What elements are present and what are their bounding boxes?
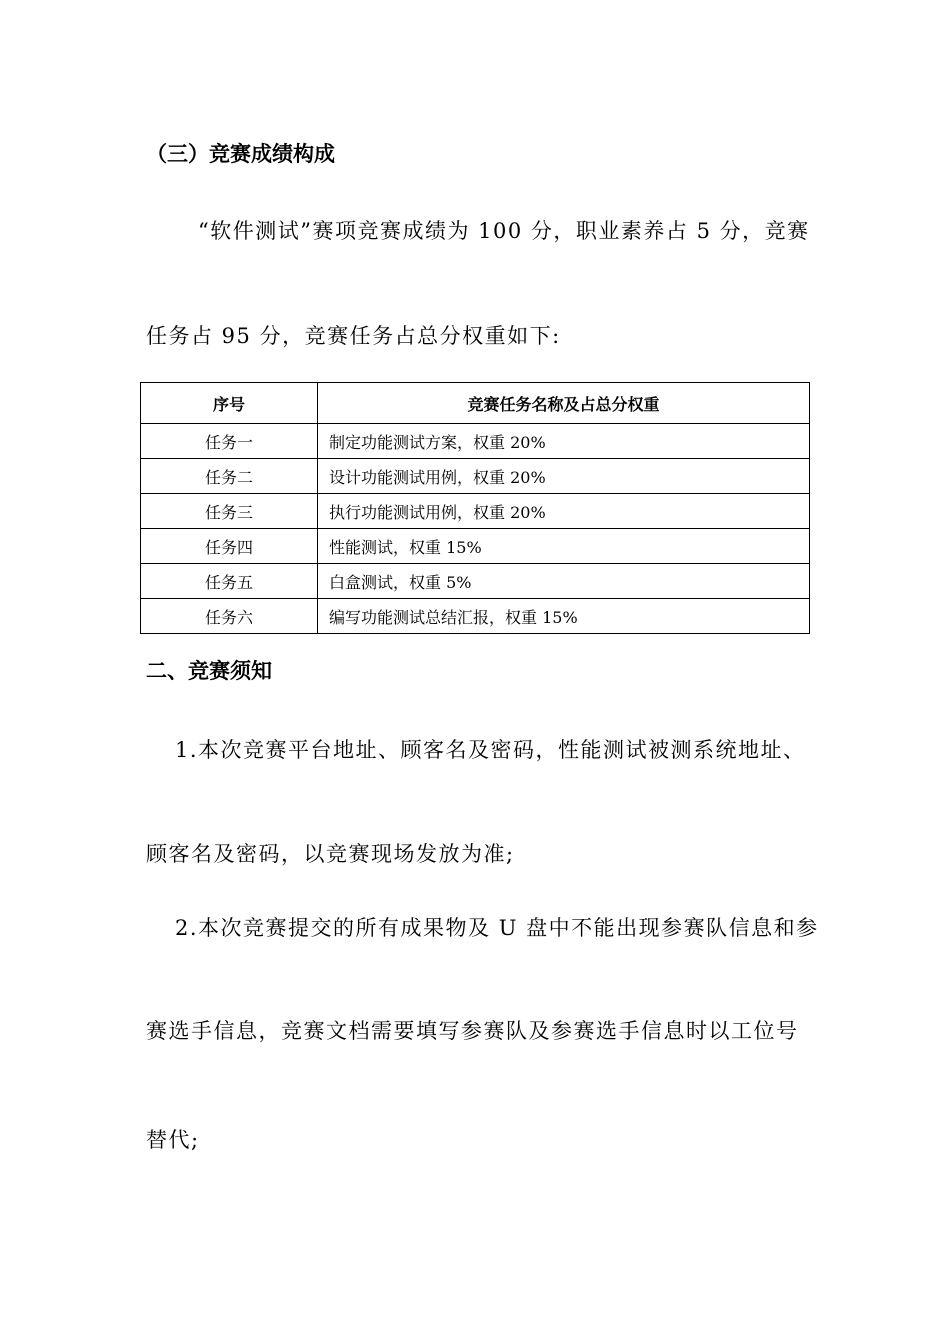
table-row bbox=[141, 494, 810, 529]
task-desc: 设计功能测试用例，权重 20% bbox=[318, 459, 810, 494]
task-id: 任务四 bbox=[141, 529, 318, 564]
task-id: 任务六 bbox=[141, 599, 318, 634]
task-id: 任务五 bbox=[141, 564, 318, 599]
header-index: 序号 bbox=[141, 383, 318, 424]
task-id: 任务二 bbox=[141, 459, 318, 494]
header-task-weight: 竞赛任务名称及占总分权重 bbox=[318, 383, 810, 424]
table-row bbox=[141, 424, 810, 459]
task-id: 任务一 bbox=[141, 424, 318, 459]
table-header-row bbox=[141, 383, 810, 424]
notice-item-1-line-1: 1.本次竞赛平台地址、顾客名及密码，性能测试被测系统地址、 bbox=[175, 738, 806, 762]
table-row bbox=[141, 564, 810, 599]
task-desc: 性能测试，权重 15% bbox=[318, 529, 810, 564]
task-desc: 编写功能测试总结汇报，权重 15% bbox=[318, 599, 810, 634]
task-id: 任务三 bbox=[141, 494, 318, 529]
notice-item-1-line-2: 顾客名及密码，以竞赛现场发放为准; bbox=[146, 842, 515, 866]
intro-line-2: 任务占 95 分，竞赛任务占总分权重如下: bbox=[146, 324, 561, 348]
table-row bbox=[141, 529, 810, 564]
task-desc: 白盒测试，权重 5% bbox=[318, 564, 810, 599]
intro-line-1: “软件测试”赛项竞赛成绩为 100 分，职业素养占 5 分，竞赛 bbox=[198, 219, 810, 243]
notice-heading: 二、竞赛须知 bbox=[146, 659, 272, 683]
task-desc: 执行功能测试用例，权重 20% bbox=[318, 494, 810, 529]
table-row bbox=[141, 459, 810, 494]
task-desc: 制定功能测试方案，权重 20% bbox=[318, 424, 810, 459]
task-weight-table bbox=[140, 382, 810, 634]
section-heading: （三）竞赛成绩构成 bbox=[146, 142, 335, 166]
notice-item-2-line-2: 赛选手信息，竞赛文档需要填写参赛队及参赛选手信息时以工位号 bbox=[146, 1019, 799, 1043]
table-row bbox=[141, 599, 810, 634]
notice-item-2-line-3: 替代; bbox=[146, 1128, 200, 1152]
notice-item-2-line-1: 2.本次竞赛提交的所有成果物及 U 盘中不能出现参赛队信息和参 bbox=[175, 916, 819, 940]
